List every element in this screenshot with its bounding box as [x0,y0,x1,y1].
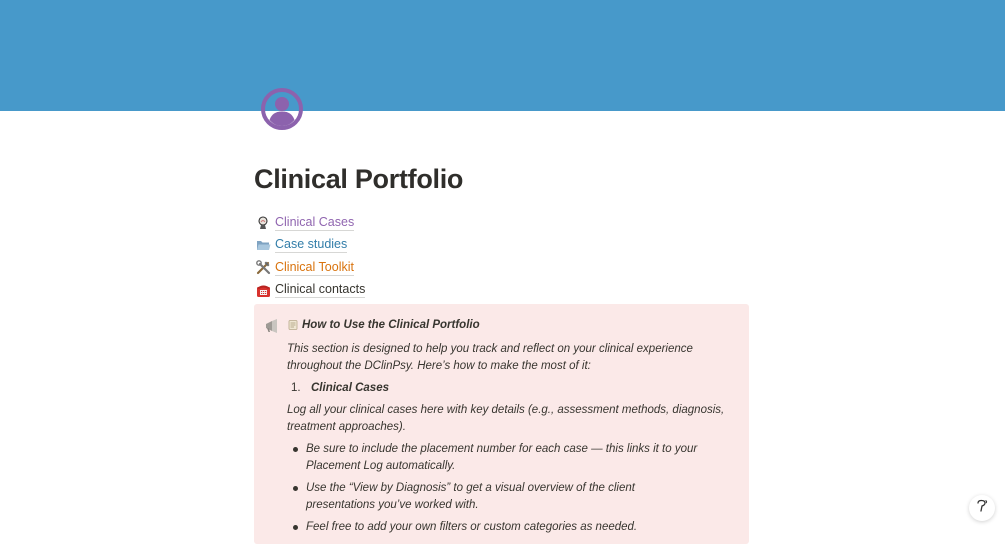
callout-content [287,318,737,541]
bullet-dot [287,480,306,514]
list-number: 1. [291,382,301,394]
page-links [255,212,365,301]
callout-description: Log all your clinical cases here with key details (e.g., assessment methods, diagnosis, treatment approaches). [287,404,725,433]
megaphone-icon[interactable] [264,318,280,334]
link-label[interactable]: Case studies [275,237,348,252]
bullet-text: Use the “View by Diagnosis” to get a visual overview of the client presentations you’ve worked with. [306,482,635,511]
page-title: Clinical Portfolio [254,164,464,194]
list-item-label: Clinical Cases [311,382,389,394]
bullet-item [287,480,737,514]
user-circle-icon[interactable] [260,87,304,131]
tools-icon [255,260,271,276]
bullet-text: Feel free to add your own filters or custom categories as needed. [306,521,638,533]
help-button[interactable] [969,495,995,521]
link-label[interactable]: Clinical Cases [275,215,355,230]
callout-how-to-use [254,304,749,544]
callout-heading [287,318,737,332]
callout-heading-text: How to Use the Clinical Portfolio [302,319,480,331]
page-cover [0,0,1005,111]
list-item [287,380,737,397]
bullet-item [287,519,737,536]
help-question-icon [975,499,989,518]
brain-head-icon [255,215,271,231]
folder-icon [255,237,271,253]
link-label[interactable]: Clinical contacts [275,282,366,297]
link-case-studies[interactable] [255,234,365,256]
telephone-icon [255,282,271,298]
link-clinical-contacts[interactable] [255,279,365,301]
bullet-item [287,441,737,475]
bullet-dot [287,519,306,536]
link-clinical-cases[interactable] [255,212,365,234]
bullet-text: Be sure to include the placement number for each case — this links it to your Placement Log automatically. [306,443,698,472]
scroll-icon [287,319,299,331]
callout-intro: This section is designed to help you track and reflect on your clinical experience throughout the DClinPsy. Here’s how to make the most of it: [287,343,693,372]
bullet-dot [287,441,306,475]
link-label[interactable]: Clinical Toolkit [275,259,354,274]
link-clinical-toolkit[interactable] [255,257,365,279]
